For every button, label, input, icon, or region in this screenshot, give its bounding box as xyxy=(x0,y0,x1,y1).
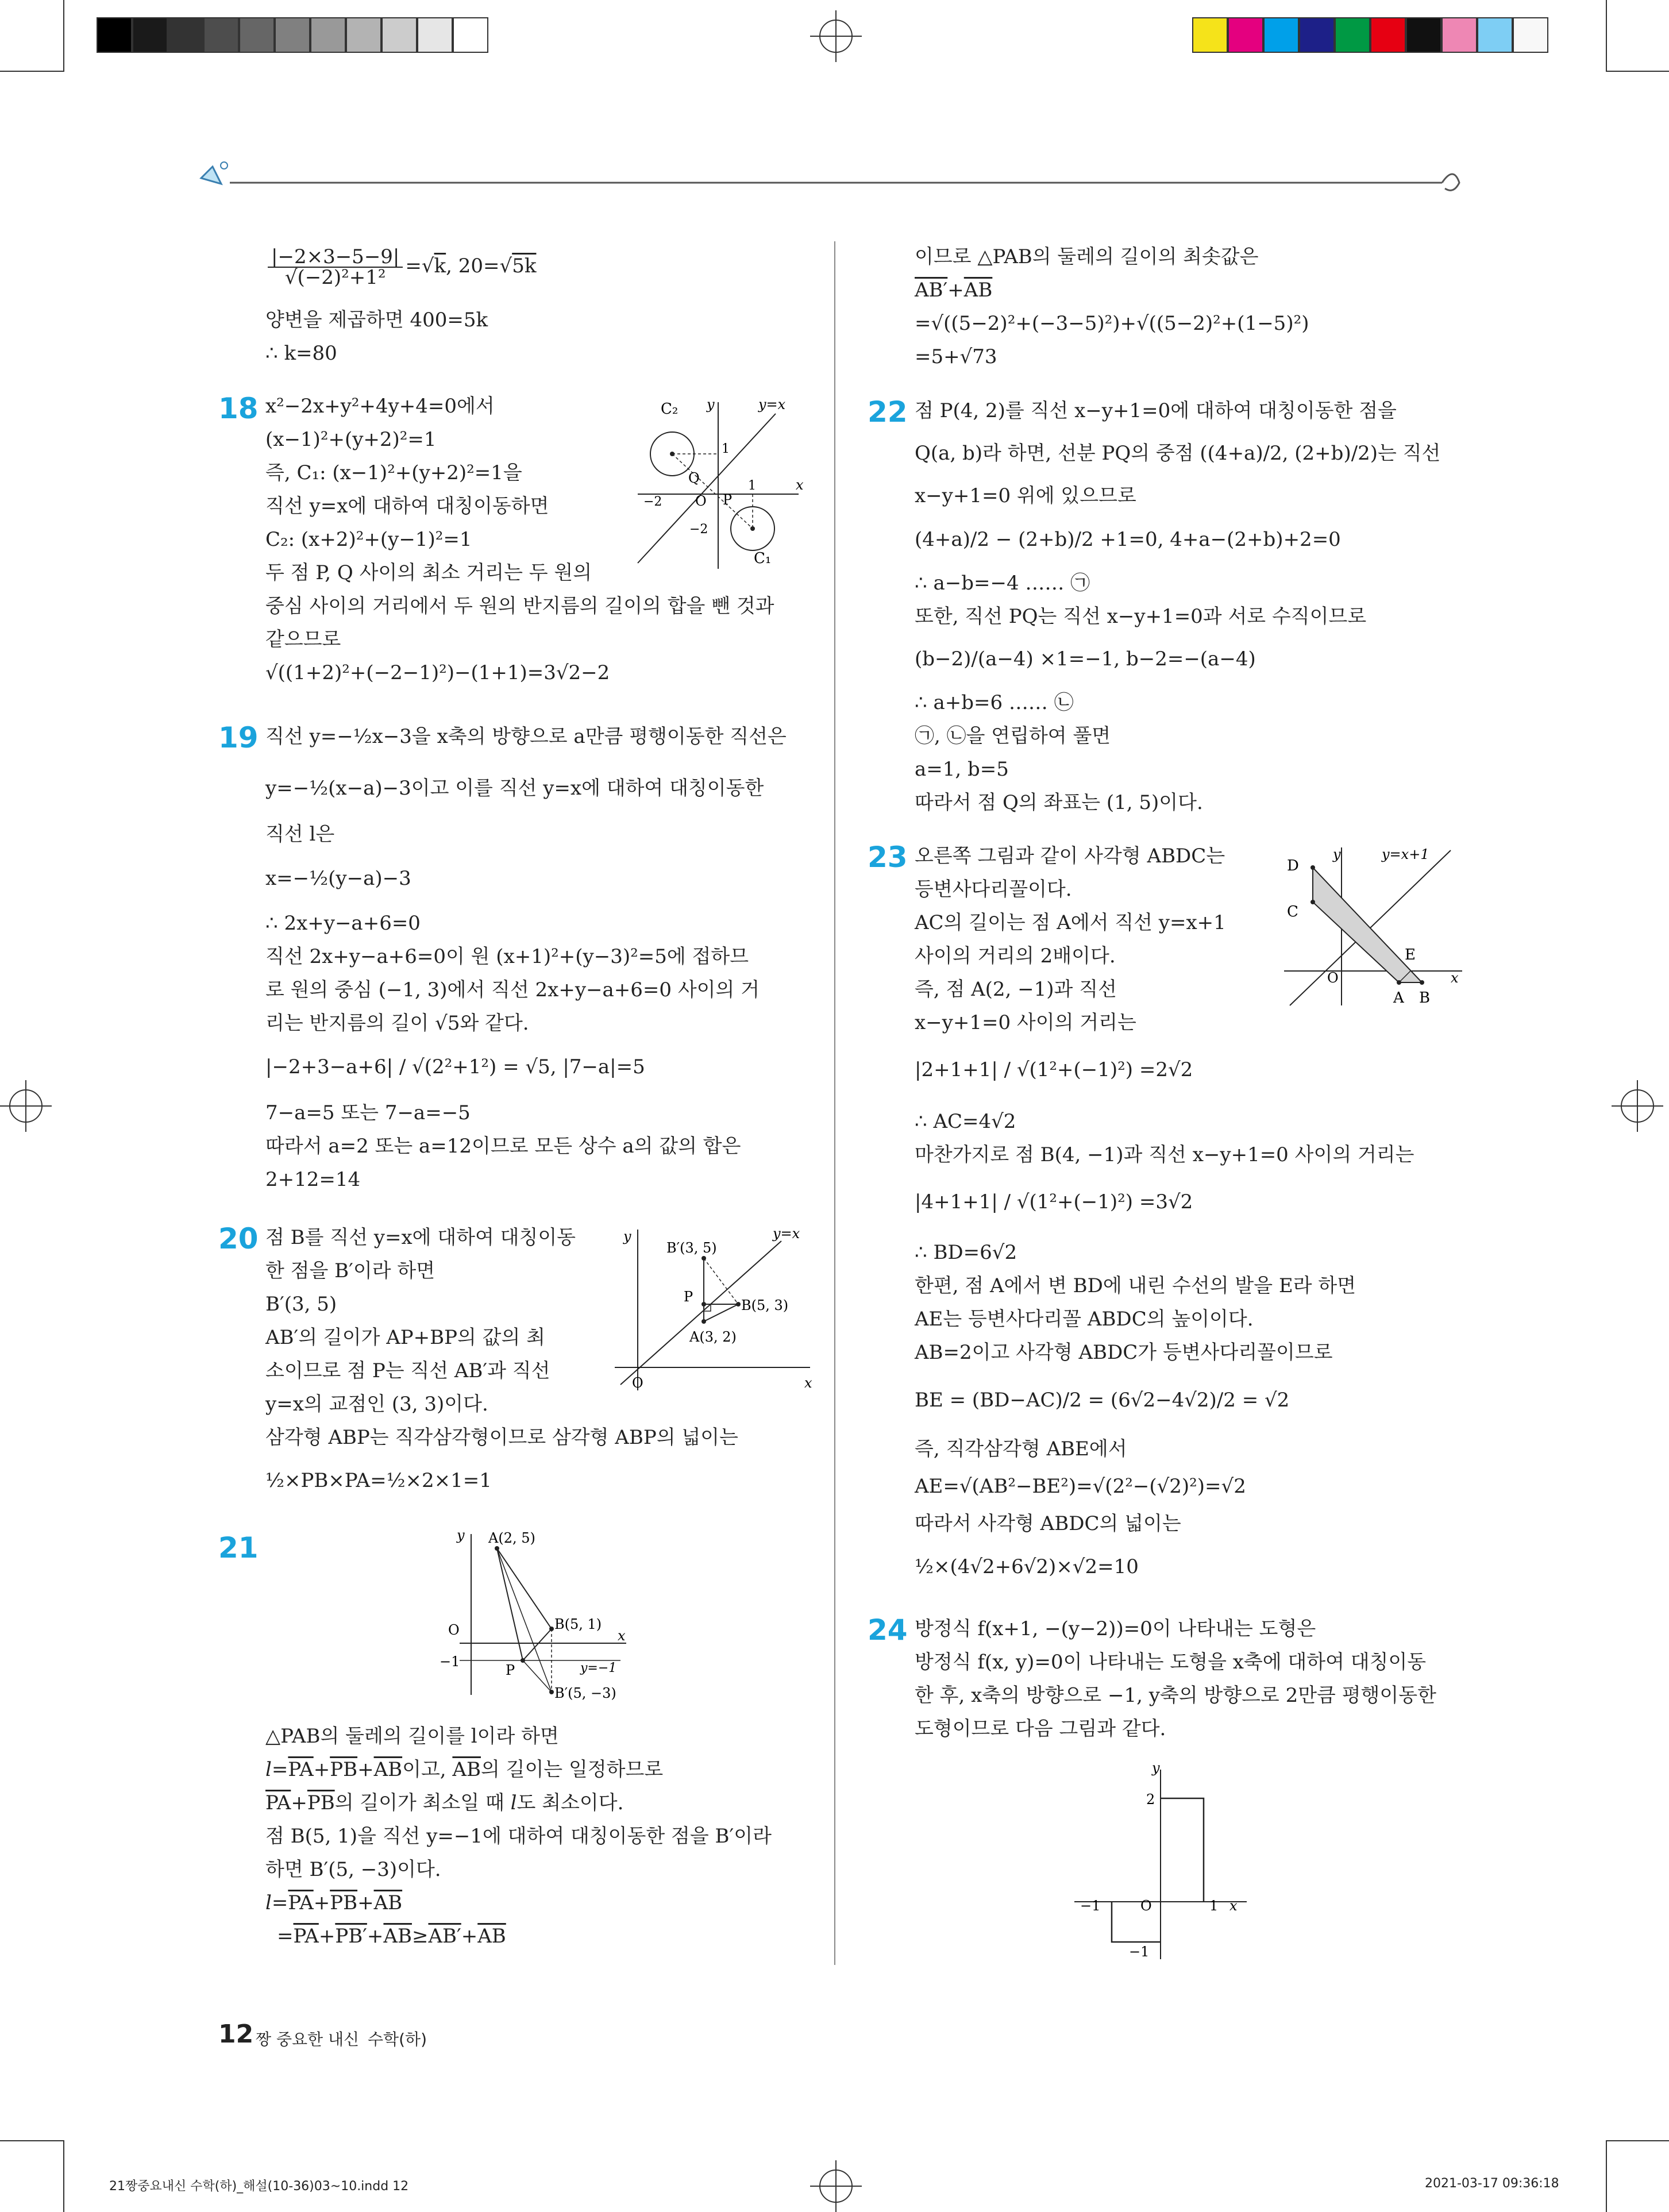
label-yx: y=x xyxy=(773,1226,800,1242)
p21-line: $l=\overline{PA}+\overline{PB}+\overline{AB}$이고, $\overline{AB}$의 길이는 일정하므로 xyxy=(265,1758,664,1781)
label-yx: y=x xyxy=(758,396,786,413)
crop-mark xyxy=(0,71,63,72)
label-o: O xyxy=(448,1622,460,1638)
figure-24 xyxy=(1069,1758,1258,1965)
p22-line: ∴ a+b=6 …… ㉡ xyxy=(915,691,1074,714)
p24-line: 방정식 f(x+1, −(y−2))=0이 나타내는 도형은 xyxy=(915,1617,1316,1640)
page-number: 12 xyxy=(218,2020,254,2049)
p18-line: √((1+2)²+(−2−1)²)−(1+1)=3√2−2 xyxy=(265,661,610,684)
p18-line: (x−1)²+(y+2)²=1 xyxy=(265,428,437,451)
color-bar xyxy=(1192,17,1548,53)
label-a: A(3, 2) xyxy=(689,1329,737,1345)
right-top-line: =√((5−2)²+(−3−5)²)+√((5−2)²+(1−5)²) xyxy=(915,312,1309,335)
right-top-line: =5+√73 xyxy=(915,345,997,368)
p24-line: 방정식 f(x, y)=0이 나타내는 도형을 x축에 대하여 대칭이동 xyxy=(915,1651,1427,1674)
p20-line: B′(3, 5) xyxy=(265,1293,337,1316)
label-b: B(5, 1) xyxy=(554,1616,602,1632)
p17-line-2: 양변을 제곱하면 400=5k xyxy=(265,309,488,332)
p23-line: AB=2이고 사각형 ABDC가 등변사다리꼴이므로 xyxy=(915,1341,1333,1364)
p22-line: a=1, b=5 xyxy=(915,758,1009,781)
p20-line: 삼각형 ABP는 직각삼각형이므로 삼각형 ABP의 넓이는 xyxy=(265,1426,738,1449)
p23-line: |2+1+1| / √(1²+(−1)²) =2√2 xyxy=(915,1058,1193,1081)
book-subject: 수학(하) xyxy=(368,2030,427,2049)
file-name: 21짱중요내신 수학(하)_해설(10-36)03~10.indd 12 xyxy=(109,2179,409,2194)
p19-line: y=−½(x−a)−3이고 이를 직선 y=x에 대하여 대칭이동한 xyxy=(265,777,764,800)
p23-line: 오른쪽 그림과 같이 사각형 ABDC는 xyxy=(915,845,1225,868)
p21-line: △PAB의 둘레의 길이를 l이라 하면 xyxy=(265,1725,559,1748)
p17-line-1: $\frac{|-2\times 3-5-9|}{\text{√(−2)²+1²}}$ =√k, 20=√5k xyxy=(265,247,536,287)
label-2: 2 xyxy=(1146,1791,1155,1808)
header-ribbon xyxy=(190,155,1471,201)
p19-line: ∴ 2x+y−a+6=0 xyxy=(265,912,421,935)
label-o: O xyxy=(1140,1898,1152,1914)
p19-line: 직선 l은 xyxy=(265,823,335,846)
p22-line: (4+a)/2 − (2+b)/2 +1=0, 4+a−(2+b)+2=0 xyxy=(915,528,1341,551)
problem-number-22: 22 xyxy=(868,395,908,429)
p18-line: 두 점 P, Q 사이의 최소 거리는 두 원의 xyxy=(265,561,592,584)
p20-line: 소이므로 점 P는 직선 AB′과 직선 xyxy=(265,1359,550,1382)
label-x: x xyxy=(618,1628,626,1644)
p23-line: AE=√(AB²−BE²)=√(2²−(√2)²)=√2 xyxy=(915,1475,1246,1498)
label-x: x xyxy=(1451,970,1459,986)
label-x: x xyxy=(796,477,804,493)
crop-mark xyxy=(63,2140,64,2212)
p23-line: 한편, 점 A에서 변 BD에 내린 수선의 발을 E라 하면 xyxy=(915,1274,1356,1297)
print-date: 2021-03-17 09:36:18 xyxy=(1425,2176,1559,2191)
p20-line: ½×PB×PA=½×2×1=1 xyxy=(265,1469,492,1492)
crop-mark xyxy=(1606,0,1607,72)
label-q: Q xyxy=(688,470,700,486)
label-b: B xyxy=(1419,989,1431,1007)
p19-line: 따라서 a=2 또는 a=12이므로 모든 상수 a의 값의 합은 xyxy=(265,1135,741,1158)
label-p: P xyxy=(723,492,733,508)
p19-line: 직선 y=−½x−3을 x축의 방향으로 a만큼 평행이동한 직선은 xyxy=(265,725,787,748)
label-1b: 1 xyxy=(748,479,756,493)
p20-line: 점 B를 직선 y=x에 대하여 대칭이동 xyxy=(265,1226,576,1249)
p23-line: 따라서 사각형 ABDC의 넓이는 xyxy=(915,1512,1181,1535)
p19-line: 직선 2x+y−a+6=0이 원 (x+1)²+(y−3)²=5에 접하므 xyxy=(265,945,749,968)
fairy-icon xyxy=(201,167,221,184)
label-a: A(2, 5) xyxy=(488,1530,535,1546)
p21-line: 점 B(5, 1)을 직선 y=−1에 대하여 대칭이동한 점을 B′이라 xyxy=(265,1825,772,1848)
p21-line: 하면 B′(5, −3)이다. xyxy=(265,1858,441,1881)
ribbon-bow-icon xyxy=(1442,174,1459,190)
p19-line: |−2+3−a+6| / √(2²+1²) = √5, |7−a|=5 xyxy=(265,1055,645,1078)
p23-line: AE는 등변사다리꼴 ABDC의 높이이다. xyxy=(915,1308,1254,1331)
registration-mark xyxy=(1612,1080,1663,1132)
p24-line: 한 후, x축의 방향으로 −1, y축의 방향으로 2만큼 평행이동한 xyxy=(915,1684,1436,1707)
p23-line: 사이의 거리의 2배이다. xyxy=(915,945,1116,968)
p20-line: y=x의 교점인 (3, 3)이다. xyxy=(265,1393,488,1416)
p22-line: Q(a, b)라 하면, 선분 PQ의 중점 ((4+a)/2, (2+b)/2)는 직선 xyxy=(915,442,1441,465)
crop-mark xyxy=(1606,71,1669,72)
problem-number-23: 23 xyxy=(868,841,908,874)
p23-line: ½×(4√2+6√2)×√2=10 xyxy=(915,1555,1139,1578)
figure-20 xyxy=(603,1224,822,1396)
p19-line: 리는 반지름의 길이 √5와 같다. xyxy=(265,1012,529,1035)
label-yx1: y=x+1 xyxy=(1382,846,1429,862)
label-m1: −1 xyxy=(1080,1898,1101,1914)
crop-mark xyxy=(1606,2140,1607,2212)
p23-line: 즉, 직각삼각형 ABE에서 xyxy=(915,1438,1127,1460)
label-y: y xyxy=(1333,846,1341,862)
label-c2: C₂ xyxy=(661,400,679,418)
right-top-line: $AB'+\overline{AB}$ xyxy=(915,279,993,302)
p21-line: $\overline{PA}+\overline{PB}$의 길이가 최소일 때 l도 최소이다. xyxy=(265,1791,624,1814)
label-c: C xyxy=(1287,903,1298,920)
label-ym1: y=−1 xyxy=(580,1661,617,1675)
problem-number-20: 20 xyxy=(218,1222,259,1255)
registration-mark xyxy=(810,10,862,62)
problem-number-24: 24 xyxy=(868,1613,908,1647)
label-y: y xyxy=(623,1228,631,1244)
problem-number-18: 18 xyxy=(218,392,259,425)
p18-line: 중심 사이의 거리에서 두 원의 반지름의 길이의 합을 뺀 것과 xyxy=(265,595,774,618)
p22-line: 점 P(4, 2)를 직선 x−y+1=0에 대하여 대칭이동한 점을 xyxy=(915,399,1397,422)
label-p: P xyxy=(506,1662,515,1678)
registration-mark xyxy=(810,2160,862,2212)
label-y: y xyxy=(457,1528,465,1543)
p18-line: 직선 y=x에 대하여 대칭이동하면 xyxy=(265,495,549,518)
label-bprime: B′(3, 5) xyxy=(666,1240,717,1256)
registration-mark xyxy=(0,1080,52,1132)
label-m1y: −1 xyxy=(1129,1944,1150,1960)
p23-line: ∴ AC=4√2 xyxy=(915,1110,1016,1133)
p17-line-3: ∴ k=80 xyxy=(265,342,337,365)
p22-line: (b−2)/(a−4) ×1=−1, b−2=−(a−4) xyxy=(915,648,1256,670)
figure-21 xyxy=(437,1528,649,1706)
p21-line: $l=\overline{PA}+\overline{PB}+\overline{AB}$ xyxy=(265,1891,403,1914)
right-top-line: 이므로 △PAB의 둘레의 길이의 최솟값은 xyxy=(915,245,1259,268)
p23-line: |4+1+1| / √(1²+(−1)²) =3√2 xyxy=(915,1190,1193,1213)
p20-line: AB′의 길이가 AP+BP의 값의 최 xyxy=(265,1326,546,1349)
book-title: 짱 중요한 내신 xyxy=(256,2030,360,2049)
label-y: y xyxy=(707,396,715,413)
p18-line: 즉, C₁: (x−1)²+(y+2)²=1을 xyxy=(265,461,522,484)
problem-number-19: 19 xyxy=(218,721,259,754)
p22-line: 따라서 점 Q의 좌표는 (1, 5)이다. xyxy=(915,791,1203,814)
p18-line: 같으므로 xyxy=(265,628,341,651)
crop-mark xyxy=(1606,2140,1669,2141)
label-e: E xyxy=(1405,946,1416,964)
label-m2: −2 xyxy=(643,495,662,509)
column-divider xyxy=(834,241,835,1965)
label-m2b: −2 xyxy=(689,522,708,537)
p18-line: C₂: (x+2)²+(y−1)²=1 xyxy=(265,528,472,551)
p19-line: 로 원의 중심 (−1, 3)에서 직선 2x+y−a+6=0 사이의 거 xyxy=(265,978,760,1001)
label-x: x xyxy=(804,1375,812,1391)
p22-line: x−y+1=0 위에 있으므로 xyxy=(915,484,1136,507)
p22-line: ㉠, ㉡을 연립하여 풀면 xyxy=(915,725,1111,747)
figure-23 xyxy=(1278,839,1468,1011)
p21-line: $=\overline{PA}+PB'+\overline{AB}\ge AB'+\overline{AB}$ xyxy=(277,1925,506,1948)
p23-line: AC의 길이는 점 A에서 직선 y=x+1 xyxy=(915,911,1226,934)
problem-number-21: 21 xyxy=(218,1531,259,1564)
crop-mark xyxy=(0,2140,63,2141)
p22-line: ∴ a−b=−4 …… ㉠ xyxy=(915,572,1090,595)
label-o: O xyxy=(1327,970,1339,986)
grayscale-bar xyxy=(97,17,488,53)
figure-18 xyxy=(626,391,810,575)
label-bprime: B′(5, −3) xyxy=(554,1685,616,1701)
label-p: P xyxy=(684,1289,693,1305)
label-x: x xyxy=(1229,1898,1238,1914)
p19-line: x=−½(y−a)−3 xyxy=(265,867,411,890)
p19-line: 7−a=5 또는 7−a=−5 xyxy=(265,1101,471,1124)
p22-line: 또한, 직선 PQ는 직선 x−y+1=0과 서로 수직이므로 xyxy=(915,605,1367,628)
label-o: O xyxy=(695,493,707,509)
p23-line: ∴ BD=6√2 xyxy=(915,1241,1017,1264)
p23-line: 등변사다리꼴이다. xyxy=(915,878,1072,901)
label-d: D xyxy=(1287,857,1299,874)
p23-line: x−y+1=0 사이의 거리는 xyxy=(915,1011,1136,1034)
p19-line: 2+12=14 xyxy=(265,1168,361,1191)
label-c1: C₁ xyxy=(754,550,772,567)
label-b: B(5, 3) xyxy=(741,1297,789,1313)
crop-mark xyxy=(63,0,64,72)
label-y: y xyxy=(1152,1760,1160,1776)
p23-line: BE = (BD−AC)/2 = (6√2−4√2)/2 = √2 xyxy=(915,1389,1290,1412)
label-o: O xyxy=(632,1375,643,1391)
p18-line: x²−2x+y²+4y+4=0에서 xyxy=(265,395,495,418)
label-m1: −1 xyxy=(440,1654,460,1670)
p23-line: 마찬가지로 점 B(4, −1)과 직선 x−y+1=0 사이의 거리는 xyxy=(915,1143,1414,1166)
label-a: A xyxy=(1393,989,1404,1007)
p20-line: 한 점을 B′이라 하면 xyxy=(265,1259,435,1282)
p23-line: 즉, 점 A(2, −1)과 직선 xyxy=(915,978,1117,1001)
label-1: 1 xyxy=(1209,1898,1219,1914)
label-1: 1 xyxy=(722,442,730,456)
p24-line: 도형이므로 다음 그림과 같다. xyxy=(915,1717,1166,1740)
